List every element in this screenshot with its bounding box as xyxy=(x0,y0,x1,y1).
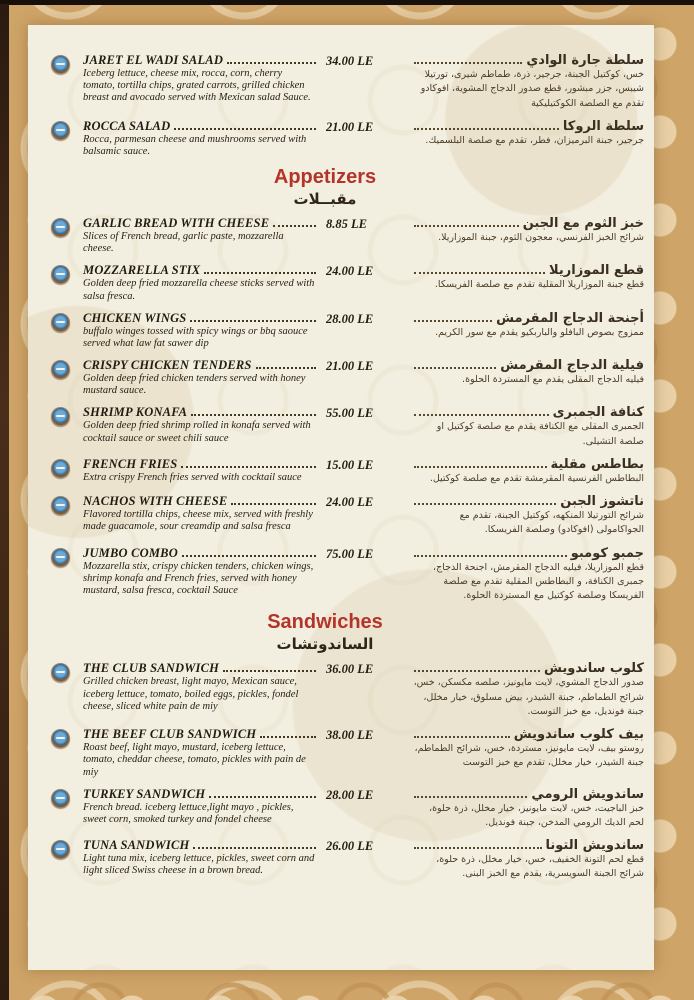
menu-list xyxy=(46,53,644,882)
item-desc-en: buffalo winges tossed with spicy wings or bbq saouce served what law fat sawer dip xyxy=(83,325,308,349)
price-currency: LE xyxy=(357,54,374,68)
item-english-block xyxy=(83,311,319,350)
dotted-leader xyxy=(174,128,316,130)
item-name-ar: ناتشوز الجبن xyxy=(560,494,644,510)
dotted-leader xyxy=(414,670,540,672)
dotted-leader xyxy=(193,847,316,849)
dotted-leader xyxy=(182,555,316,557)
item-english-block xyxy=(83,53,319,105)
menu-item-row xyxy=(46,546,644,604)
price-value: 21.00 xyxy=(326,119,355,134)
item-name-line-ar xyxy=(411,405,644,420)
item-price xyxy=(326,53,402,69)
menu-paper xyxy=(28,25,654,970)
item-english-block xyxy=(83,263,319,302)
price-currency: LE xyxy=(357,728,374,743)
restaurant-seal-icon xyxy=(51,360,70,379)
item-desc-en: Flavored tortilla chips, cheese mix, served with freshly made guacamole, sour creamdip and salsa fresca xyxy=(83,509,313,533)
restaurant-seal-icon xyxy=(51,121,70,140)
item-price xyxy=(326,358,402,374)
item-name-line-ar xyxy=(411,263,644,278)
item-arabic-block xyxy=(409,263,644,292)
item-price xyxy=(326,546,402,562)
dotted-leader xyxy=(223,670,316,672)
dotted-leader xyxy=(414,466,547,468)
price-value: 24.00 xyxy=(326,495,355,510)
section-heading xyxy=(46,166,604,208)
item-name-en: TURKEY SANDWICH xyxy=(83,786,206,801)
price-currency: LE xyxy=(357,359,374,374)
item-english-block xyxy=(83,358,319,397)
restaurant-seal-icon xyxy=(51,313,70,332)
item-price xyxy=(326,457,402,473)
item-name-ar: ساندويش الرومي xyxy=(531,786,644,802)
dotted-leader xyxy=(414,225,519,227)
dotted-leader xyxy=(273,225,316,227)
restaurant-seal-icon xyxy=(51,218,70,237)
dotted-leader xyxy=(209,796,316,798)
price-value: 24.00 xyxy=(326,264,355,279)
price-value: 21.00 xyxy=(326,359,355,374)
item-name-line-en xyxy=(83,53,319,68)
item-name-ar: سلطة جارة الوادي xyxy=(526,53,644,68)
menu-item-row xyxy=(46,358,644,397)
item-name-line-ar xyxy=(411,494,644,509)
item-name-en: ROCCA SALAD xyxy=(83,118,171,133)
item-name-line-ar xyxy=(411,119,644,134)
item-desc-ar: فيليه الدجاج المقلى يقدم مع المستردة الحلوة. xyxy=(462,374,644,386)
item-desc-ar: صدور الدجاج المشوي، لايت مايونيز، صلصه مكسكن، خس، شرائح الطماطم، جبنة الشيدر، بيض مسلوق، خيار مخلل، جبنة فونديل، مع خبز التوست. xyxy=(413,677,644,717)
item-name-line-en xyxy=(83,263,319,278)
item-price xyxy=(326,838,402,854)
dotted-leader xyxy=(191,414,316,416)
item-desc-ar: البطاطس الفرنسية المقرمشة تقدم مع صلصة كوكتيل. xyxy=(429,472,644,484)
section-heading xyxy=(46,611,604,653)
item-name-line-en xyxy=(83,787,319,802)
item-name-en: FRENCH FRIES xyxy=(83,456,178,471)
dotted-leader xyxy=(414,555,567,557)
item-price xyxy=(326,661,402,677)
item-name-en: SHRIMP KONAFA xyxy=(83,405,188,420)
item-name-line-en xyxy=(83,661,319,676)
item-name-line-en xyxy=(83,216,319,231)
item-english-block xyxy=(83,546,319,598)
menu-item-row xyxy=(46,661,644,719)
dotted-leader xyxy=(414,272,545,274)
menu-item-row xyxy=(46,263,644,302)
menu-item-row xyxy=(46,216,644,255)
restaurant-seal-icon xyxy=(51,459,70,478)
price-value: 55.00 xyxy=(326,406,355,421)
dotted-leader xyxy=(414,503,556,505)
item-name-en: TUNA SANDWICH xyxy=(83,838,190,853)
item-price xyxy=(326,787,402,803)
price-value: 28.00 xyxy=(326,311,355,326)
price-currency: LE xyxy=(357,839,374,854)
price-currency: LE xyxy=(357,546,374,561)
menu-item-row xyxy=(46,494,644,538)
item-desc-ar: ممزوج بصوص البافلو والباربكيو يقدم مع سور الكريم. xyxy=(435,326,644,338)
item-name-line-ar xyxy=(411,787,644,802)
item-name-en: THE BEEF CLUB SANDWICH xyxy=(83,727,257,742)
item-name-en: GARLIC BREAD WITH CHEESE xyxy=(83,216,270,231)
item-desc-ar: قطع لحم التونة الخفيف، خس، خيار مخلل، ذرة حلوة، شرائح الجبنة السويسرية، يقدم مع الخبز البنى. xyxy=(436,854,644,880)
dotted-leader xyxy=(204,272,316,274)
item-desc-en: Mozzarella stix, crispy chicken tenders, chicken wings, shrimp konafa and French fries, served with honey mustard, salsa fresca, cocktail Sauce xyxy=(83,560,314,597)
item-name-en: THE CLUB SANDWICH xyxy=(83,661,220,676)
item-desc-en: French bread. iceberg lettuce,light mayo , pickles, sweet corn, smoked turkey and fondel cheese xyxy=(83,801,294,825)
price-currency: LE xyxy=(351,217,367,232)
item-desc-ar: قطع الموزاريلا، فيليه الدجاج المقرمش، اجنحة الدجاج، جمبرى الكنافة، و البطاطس المقلية تقدم مع صلصة الفريسكا وصلصة كوكتيل مع المستردة الحلوة. xyxy=(433,561,644,602)
dotted-leader xyxy=(231,503,316,505)
item-desc-en: Iceberg lettuce, cheese mix, rocca, corn, cherry tomato, tortilla chips, grated carrots, grilled chicken breast and avocado served with Mexican salad Sauce. xyxy=(83,68,311,104)
item-desc-en: Rocca, parmesan cheese and mushrooms served with balsamic sauce. xyxy=(83,133,307,157)
price-value: 38.00 xyxy=(326,728,355,743)
item-desc-ar: جرجير، جبنة البرميزان، فطر، تقدم مع صلصة البلسميك. xyxy=(425,134,644,146)
item-name-line-ar xyxy=(411,53,644,68)
item-name-ar: ساندويش التونا xyxy=(545,838,644,854)
price-currency: LE xyxy=(357,311,374,326)
item-name-line-ar xyxy=(411,457,644,472)
item-arabic-block xyxy=(409,216,644,245)
item-desc-ar: الجمبرى المقلى مع الكنافة يقدم مع صلصة كوكتيل او صلصة التشيلى. xyxy=(436,421,644,447)
item-arabic-block xyxy=(409,494,644,538)
dotted-leader xyxy=(227,62,316,64)
restaurant-seal-icon xyxy=(51,407,70,426)
item-name-line-en xyxy=(83,457,319,472)
dotted-leader xyxy=(414,847,542,849)
menu-item-row xyxy=(46,405,644,449)
item-name-line-ar xyxy=(411,727,644,742)
item-price xyxy=(326,311,402,327)
restaurant-seal-icon xyxy=(51,789,70,808)
item-price xyxy=(326,405,402,421)
dotted-leader xyxy=(414,128,559,130)
item-name-ar: بيف كلوب ساندويش xyxy=(513,727,644,743)
item-desc-en: Light tuna mix, iceberg lettuce, pickles, sweet corn and light sliced Swiss cheese in a brown bread. xyxy=(83,853,315,877)
item-name-ar: أجنحة الدجاج المقرمش xyxy=(496,310,644,326)
item-desc-ar: شرائح التورتيلا المنكهه، كوكتيل الجبنة، تقدم مع الجواكامولى (افوكادو) وصلصة الفريسكا. xyxy=(459,510,644,536)
dotted-leader xyxy=(260,736,316,738)
item-desc-en: Slices of French bread, garlic paste, mozzarella cheese. xyxy=(83,231,284,255)
price-value: 34.00 xyxy=(326,54,355,68)
item-desc-en: Roast beef, light mayo, mustard, iceberg lettuce, tomato, cheddar cheese, tomato, pickles with pain de miy xyxy=(83,742,306,778)
dotted-leader xyxy=(414,367,496,369)
item-english-block xyxy=(83,405,319,444)
item-desc-ar: روستو بيف، لايت مايونيز، مستردة، خس، شرائح الطماطم، جبنة الشيدر، خيار مخلل، تقدم مع خبز التوست xyxy=(414,743,644,769)
price-value: 28.00 xyxy=(326,787,355,802)
item-price xyxy=(326,119,402,135)
item-price xyxy=(326,727,402,743)
menu-item-row xyxy=(46,53,644,111)
dotted-leader xyxy=(256,367,316,369)
item-desc-en: Golden deep fried mozzarella cheese sticks served with salsa fresca. xyxy=(83,278,315,302)
dotted-leader xyxy=(181,466,316,468)
price-value: 75.00 xyxy=(326,546,355,561)
item-english-block xyxy=(83,838,319,877)
section-title-en: Sandwiches xyxy=(267,611,383,634)
item-name-line-ar xyxy=(411,661,644,676)
item-name-en: MOZZARELLA STIX xyxy=(83,263,201,278)
item-arabic-block xyxy=(409,119,644,148)
dotted-leader xyxy=(414,320,492,322)
item-name-line-en xyxy=(83,727,319,742)
page-left-binding xyxy=(0,4,9,1000)
item-english-block xyxy=(83,457,319,484)
dotted-leader xyxy=(190,320,316,322)
menu-item-row xyxy=(46,787,644,831)
item-name-en: CRISPY CHICKEN TENDERS xyxy=(83,358,252,373)
page-top-border xyxy=(0,0,694,5)
item-name-ar: قطع الموزاريلا xyxy=(549,263,644,279)
item-name-ar: بطاطس مقلية xyxy=(550,456,644,472)
price-currency: LE xyxy=(357,457,374,472)
item-english-block xyxy=(83,661,319,713)
item-desc-en: Extra crispy French fries served with cocktail sauce xyxy=(83,471,302,483)
item-name-en: JARET EL WADI SALAD xyxy=(83,53,224,67)
item-name-line-en xyxy=(83,546,319,561)
item-arabic-block xyxy=(409,457,644,486)
item-desc-ar: شرائح الخبز الفرنسي، معجون الثوم، جبنة الموزاريلا. xyxy=(438,232,644,244)
item-name-ar: فيلية الدجاج المقرمش xyxy=(500,358,644,374)
menu-item-row xyxy=(46,119,644,158)
section-title-ar: الساندوتشات xyxy=(276,635,374,654)
price-currency: LE xyxy=(357,495,374,510)
item-arabic-block xyxy=(409,311,644,340)
item-name-line-en xyxy=(83,119,319,134)
restaurant-seal-icon xyxy=(51,663,70,682)
item-price xyxy=(326,494,402,510)
item-name-ar: جمبو كومبو xyxy=(570,545,644,561)
item-desc-ar: خبز الباجيت، خس، لايت مايونيز، خيار مخلل، ذرة حلوة، لحم الديك الرومي المدخن، جبنة فونديل. xyxy=(429,802,644,828)
price-value: 36.00 xyxy=(326,662,355,677)
item-desc-en: Golden deep fried chicken tenders served with honey mustard sauce. xyxy=(83,373,306,397)
item-name-ar: سلطة الروكا xyxy=(562,118,644,134)
item-name-line-ar xyxy=(411,358,644,373)
restaurant-seal-icon xyxy=(51,840,70,859)
item-name-line-ar xyxy=(411,838,644,853)
item-english-block xyxy=(83,119,319,158)
item-english-block xyxy=(83,727,319,779)
item-name-ar: كلوب ساندويش xyxy=(543,661,644,677)
price-value: 26.00 xyxy=(326,839,355,854)
price-currency: LE xyxy=(357,119,374,134)
item-arabic-block xyxy=(409,358,644,387)
item-name-en: JUMBO COMBO xyxy=(83,545,178,560)
price-currency: LE xyxy=(357,264,374,279)
item-price xyxy=(326,263,402,279)
item-english-block xyxy=(83,216,319,255)
item-desc-ar: خس، كوكتيل الجبنة، جرجير، ذرة، طماطم شيرى، تورتيلا شيبس، جزر مبشور، قطع صدور الدجاج المشوية، افوكادو تقدم مع الصلصة الكوكتيليكية xyxy=(420,69,644,109)
item-name-en: NACHOS WITH CHEESE xyxy=(83,494,228,509)
price-value: 15.00 xyxy=(326,457,355,472)
item-arabic-block xyxy=(409,661,644,719)
item-desc-en: Golden deep fried shrimp rolled in konafa served with cocktail sauce or sweet chili sauce xyxy=(83,420,311,444)
item-name-line-en xyxy=(83,311,319,326)
menu-item-row xyxy=(46,457,644,486)
item-english-block xyxy=(83,787,319,826)
restaurant-seal-icon xyxy=(51,55,70,74)
item-name-line-ar xyxy=(411,546,644,561)
dotted-leader xyxy=(414,736,510,738)
item-arabic-block xyxy=(409,53,644,111)
item-desc-ar: قطع جبنة الموزاريلا المقلية تقدم مع صلصة الفريسكا. xyxy=(434,279,644,291)
item-name-line-en xyxy=(83,494,319,509)
item-name-line-ar xyxy=(411,311,644,326)
price-currency: LE xyxy=(357,787,374,802)
restaurant-seal-icon xyxy=(51,548,70,567)
price-currency: LE xyxy=(357,662,374,677)
item-price xyxy=(326,216,402,232)
item-name-ar: كنافة الجمبرى xyxy=(552,405,644,421)
restaurant-seal-icon xyxy=(51,496,70,515)
section-title-en: Appetizers xyxy=(273,166,377,189)
price-value: 8.85 xyxy=(326,217,348,232)
item-name-line-en xyxy=(83,838,319,853)
item-arabic-block xyxy=(409,546,644,604)
item-arabic-block xyxy=(409,838,644,882)
item-name-line-en xyxy=(83,358,319,373)
item-name-ar: خبز الثوم مع الجبن xyxy=(522,216,644,232)
item-english-block xyxy=(83,494,319,533)
dotted-leader xyxy=(414,414,549,416)
item-arabic-block xyxy=(409,787,644,831)
restaurant-seal-icon xyxy=(51,729,70,748)
item-desc-en: Grilled chicken breast, light mayo, Mexican sauce, iceberg lettuce, tomato, boiled eggs, pickles, fondel cheese, sliced white pain de miy xyxy=(83,676,299,712)
price-currency: LE xyxy=(357,406,374,421)
menu-item-row xyxy=(46,838,644,882)
restaurant-seal-icon xyxy=(51,265,70,284)
dotted-leader xyxy=(414,62,522,64)
section-title-ar: مقبــلات xyxy=(293,190,357,209)
menu-item-row xyxy=(46,311,644,350)
item-arabic-block xyxy=(409,727,644,771)
item-name-line-en xyxy=(83,405,319,420)
item-arabic-block xyxy=(409,405,644,449)
menu-item-row xyxy=(46,727,644,779)
item-name-en: CHICKEN WINGS xyxy=(83,310,187,325)
item-name-line-ar xyxy=(411,216,644,231)
dotted-leader xyxy=(414,796,527,798)
